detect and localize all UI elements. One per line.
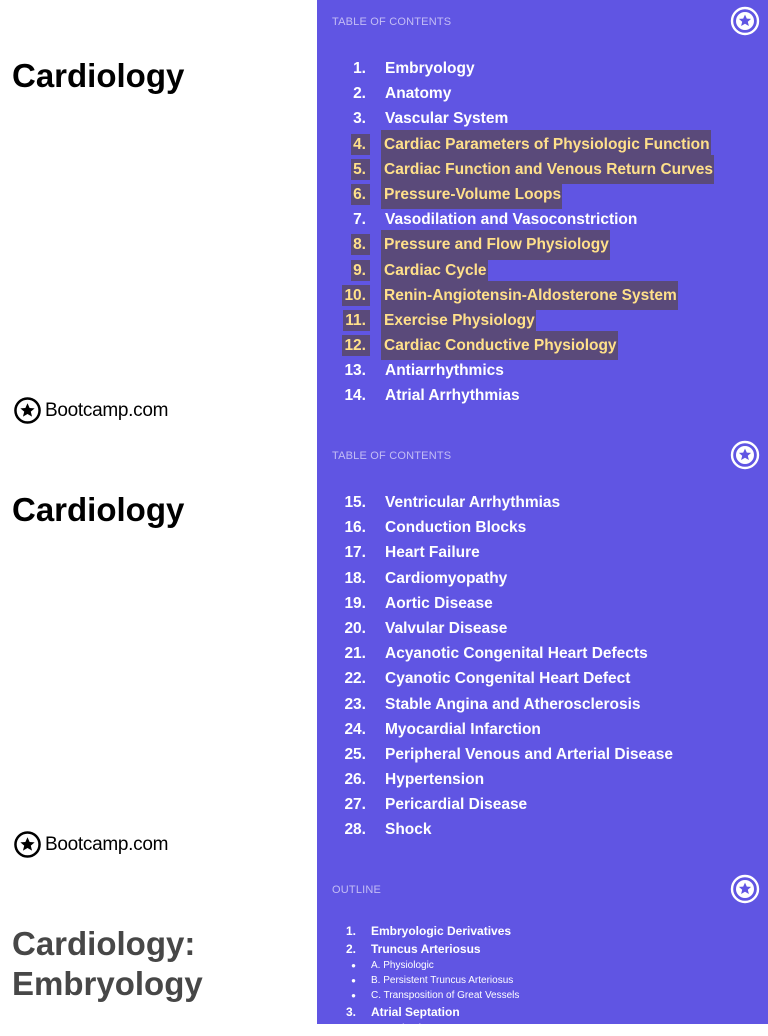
toc-item-number	[327, 717, 370, 742]
outline-subsection	[332, 1021, 519, 1036]
star-circle-icon	[14, 831, 41, 858]
toc-item-number	[327, 333, 370, 358]
toc-item	[327, 566, 674, 591]
toc-item-label: Shock	[385, 821, 432, 839]
outline-subsection	[332, 973, 519, 988]
toc-item-label: Antiarrhythmics	[385, 362, 504, 380]
toc-item-number	[327, 132, 370, 157]
outline-label: Atrial Septation	[371, 1005, 460, 1019]
toc-item	[327, 767, 674, 792]
slide-2	[0, 434, 768, 868]
toc-item-label: Atrial Arrhythmias	[385, 387, 520, 405]
toc-item-label: Acyanotic Congenital Heart Defects	[385, 645, 648, 663]
outline-label: A. Physiologic	[371, 960, 434, 971]
toc-item-number	[327, 692, 370, 717]
outline-section	[332, 922, 519, 940]
toc-item-number	[327, 566, 370, 591]
toc-item	[327, 515, 674, 540]
toc-item-number-text: 1.	[353, 60, 366, 77]
table-of-contents	[327, 56, 714, 409]
toc-item-number-text: 10.	[342, 285, 370, 306]
toc-item-number-text: 11.	[343, 310, 370, 331]
toc-item-number	[327, 56, 370, 81]
toc-item-number	[327, 182, 370, 207]
section-label: TABLE OF CONTENTS	[332, 16, 452, 28]
toc-item-label: Embryology	[385, 60, 475, 77]
toc-item-number-text: 6.	[351, 184, 370, 205]
toc-item-label: Vascular System	[385, 110, 509, 128]
slide-title: Cardiology	[12, 57, 185, 94]
toc-item	[327, 641, 674, 666]
outline-list	[332, 922, 519, 1036]
toc-item-number	[327, 383, 370, 408]
toc-item-number-text: 28.	[344, 821, 366, 839]
toc-item-number	[327, 358, 370, 383]
brand-logo	[14, 397, 168, 424]
toc-item-label: Heart Failure	[385, 544, 480, 562]
slide-1-content-panel	[317, 0, 768, 434]
toc-item-number	[327, 207, 370, 232]
outline-subsection	[332, 958, 519, 973]
slide-1-title-area	[0, 0, 317, 434]
toc-item	[327, 81, 714, 106]
toc-item-label: Valvular Disease	[385, 619, 508, 637]
toc-item-number-text: 9.	[351, 260, 370, 281]
toc-item-number-text: 17.	[344, 544, 366, 562]
toc-item-number	[327, 232, 370, 257]
toc-item-label: Pressure-Volume Loops	[381, 180, 562, 209]
toc-item-number	[327, 308, 370, 333]
slide-title-line-1: Cardiology:	[12, 925, 196, 962]
toc-item	[327, 792, 674, 817]
toc-item	[327, 333, 714, 358]
toc-item-number	[327, 157, 370, 182]
toc-item-number-text: 26.	[344, 771, 366, 789]
toc-item	[327, 490, 674, 515]
toc-item-number-text: 14.	[344, 387, 366, 405]
toc-item	[327, 308, 714, 333]
toc-item	[327, 207, 714, 232]
toc-item	[327, 692, 674, 717]
toc-item-label: Myocardial Infarction	[385, 720, 541, 738]
toc-item-number-text: 21.	[344, 645, 366, 663]
toc-item-label: Stable Angina and Atherosclerosis	[385, 695, 641, 713]
toc-item-label: Cardiac Function and Venous Return Curves	[381, 155, 714, 184]
outline-label: A. Mechanism	[371, 1023, 435, 1034]
toc-item-label: Anatomy	[385, 85, 452, 103]
bullet-icon: ●	[351, 991, 356, 1000]
toc-item	[327, 258, 714, 283]
star-badge-icon	[730, 874, 760, 904]
slide-2-title-area	[0, 434, 317, 868]
toc-item	[327, 717, 674, 742]
slide-title: Cardiology	[12, 491, 185, 528]
toc-item-number-text: 13.	[344, 362, 366, 380]
toc-item-number	[327, 106, 370, 131]
toc-item-number-text: 12.	[342, 335, 370, 356]
toc-item-number-text: 27.	[344, 796, 366, 814]
outline-number: 2.	[345, 942, 356, 956]
toc-item-number-text: 22.	[344, 670, 366, 688]
toc-item-number-text: 18.	[344, 569, 366, 587]
toc-item-number	[327, 81, 370, 106]
toc-item-label: Cardiac Cycle	[381, 256, 488, 285]
outline-subsection	[332, 988, 519, 1003]
toc-item-number-text: 20.	[344, 619, 366, 637]
outline-section	[332, 940, 519, 958]
toc-item-label: Conduction Blocks	[385, 519, 527, 537]
outline-label: Embryologic Derivatives	[371, 924, 512, 938]
toc-item-number	[327, 591, 370, 616]
toc-item	[327, 232, 714, 257]
toc-item-number-text: 15.	[344, 494, 366, 511]
toc-item-number-text: 4.	[351, 134, 370, 155]
toc-item-number-text: 23.	[344, 695, 366, 713]
toc-item-number	[327, 792, 370, 817]
toc-item-number-text: 2.	[353, 85, 366, 103]
outline-number: 1.	[345, 924, 356, 938]
toc-item-label: Ventricular Arrhythmias	[385, 494, 561, 511]
toc-item	[327, 591, 674, 616]
toc-item-number-text: 24.	[344, 720, 366, 738]
brand-name: Bootcamp.com	[45, 833, 169, 855]
toc-item	[327, 182, 714, 207]
toc-item-number	[327, 258, 370, 283]
toc-item	[327, 358, 714, 383]
brand-name: Bootcamp.com	[45, 399, 169, 421]
brand-logo	[14, 831, 168, 858]
toc-item	[327, 157, 714, 182]
star-badge-icon	[730, 6, 760, 36]
toc-item-number	[327, 641, 370, 666]
slide-3-title-area	[0, 868, 317, 1024]
toc-item-number	[327, 616, 370, 641]
toc-item	[327, 132, 714, 157]
toc-item	[327, 283, 714, 308]
toc-item-number-text: 16.	[344, 519, 366, 537]
section-label: TABLE OF CONTENTS	[332, 450, 452, 462]
outline-label: B. Persistent Truncus Arteriosus	[371, 975, 514, 986]
slide-1	[0, 0, 768, 434]
slide-3-content-panel	[317, 868, 768, 1034]
toc-item-label: Pressure and Flow Physiology	[381, 230, 610, 259]
toc-item-number-text: 25.	[344, 745, 366, 763]
toc-item-label: Cardiac Parameters of Physiologic Function	[381, 130, 711, 159]
toc-item	[327, 616, 674, 641]
toc-item-number-text: 19.	[344, 594, 366, 612]
toc-item-label: Vasodilation and Vasoconstriction	[385, 211, 638, 229]
toc-item	[327, 817, 674, 842]
toc-item-number-text: 5.	[351, 159, 370, 180]
toc-item-label: Cyanotic Congenital Heart Defect	[385, 670, 631, 688]
toc-item-label: Cardiomyopathy	[385, 569, 508, 587]
bullet-icon: ●	[351, 976, 356, 985]
toc-item-number	[327, 540, 370, 565]
slide-title-line-2: Embryology	[12, 965, 203, 1002]
table-of-contents	[327, 490, 674, 843]
slide-3	[0, 868, 768, 1034]
toc-item-label: Cardiac Conductive Physiology	[381, 331, 618, 360]
toc-item-number	[327, 283, 370, 308]
toc-item-number	[327, 490, 370, 515]
toc-item-number-text: 8.	[351, 234, 370, 255]
outline-number: 3.	[345, 1005, 356, 1019]
toc-item-number	[327, 742, 370, 767]
star-badge-icon	[730, 440, 760, 470]
slide-2-content-panel	[317, 434, 768, 868]
toc-item-number	[327, 515, 370, 540]
toc-item-number	[327, 817, 370, 842]
toc-item	[327, 106, 714, 131]
toc-item-label: Exercise Physiology	[381, 306, 536, 335]
toc-item-label: Peripheral Venous and Arterial Disease	[385, 745, 674, 763]
toc-item-number	[327, 666, 370, 691]
toc-item-label: Pericardial Disease	[385, 796, 528, 814]
section-label: OUTLINE	[332, 884, 382, 896]
bullet-icon: ●	[351, 961, 356, 970]
toc-item-label: Hypertension	[385, 771, 485, 789]
slide-title	[12, 924, 203, 1004]
toc-item	[327, 56, 714, 81]
outline-section	[332, 1003, 519, 1021]
toc-item	[327, 383, 714, 408]
bullet-icon: ●	[351, 1024, 356, 1033]
toc-item-label: Renin-Angiotensin-Aldosterone System	[381, 281, 678, 310]
toc-item-label: Aortic Disease	[385, 594, 493, 612]
star-circle-icon	[14, 397, 41, 424]
toc-item	[327, 742, 674, 767]
toc-item	[327, 540, 674, 565]
toc-item-number	[327, 767, 370, 792]
outline-label: Truncus Arteriosus	[371, 942, 481, 956]
toc-item-number-text: 3.	[353, 110, 366, 128]
outline-label: C. Transposition of Great Vessels	[371, 990, 520, 1001]
toc-item-number-text: 7.	[353, 211, 366, 229]
toc-item	[327, 666, 674, 691]
